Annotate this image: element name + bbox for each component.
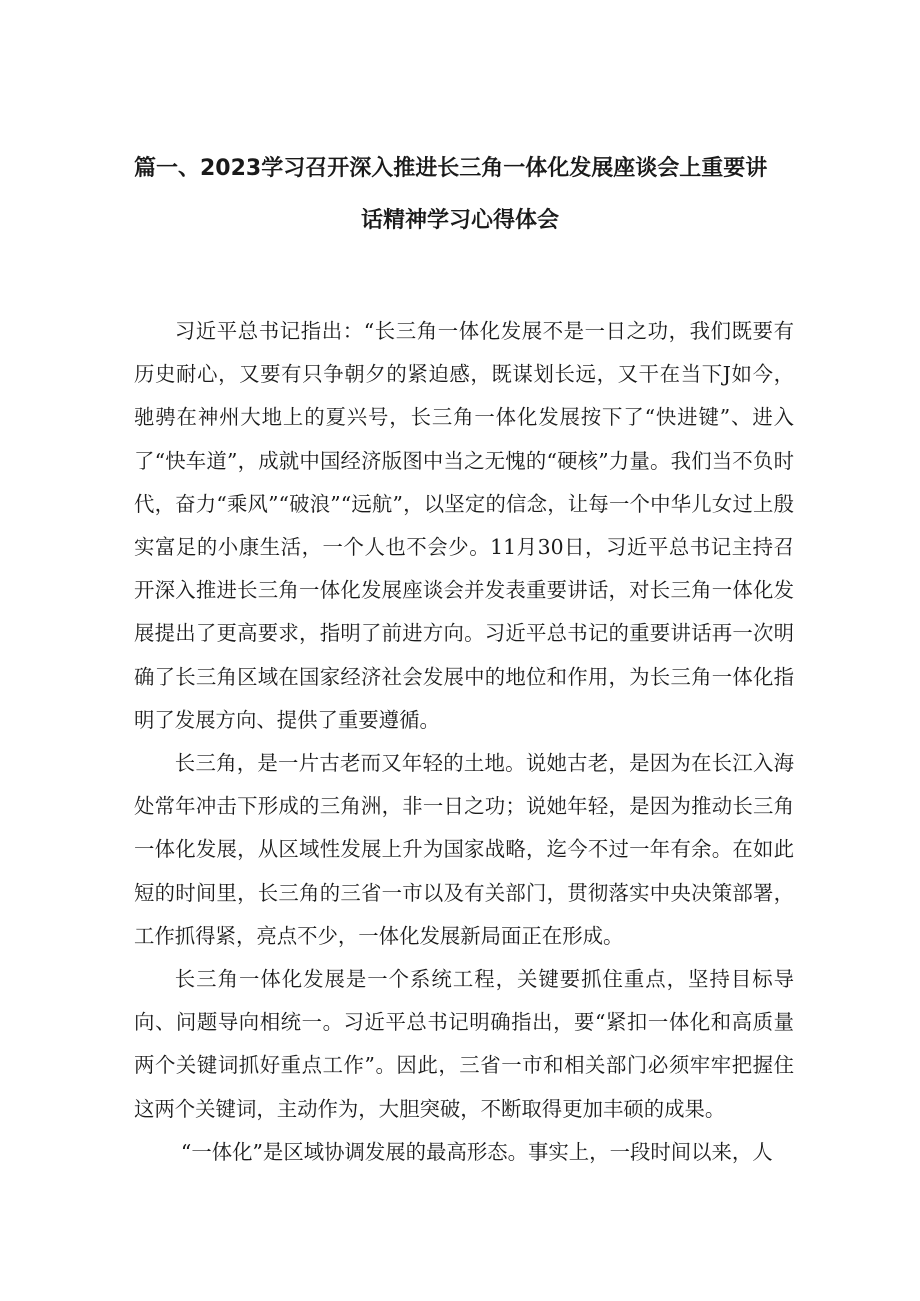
document-title-line-1: 篇一、2023学习召开深入推进长三角一体化发展座谈会上重要讲 [134,156,768,181]
paragraph: 长三角一体化发展是一个系统工程，关键要抓住重点，坚持目标导向、问题导向相统一。习近平总书记明确指出，要“紧扣一体化和高质量两个关键词抓好重点工作”。因此，三省一市和相关部门必须牢牢把握住这两个关键词，主动作为，大胆突破，不断取得更加丰硕的成果。 [134,967,794,1121]
paragraph: 习近平总书记指出：“长三角一体化发展不是一日之功，我们既要有历史耐心，又要有只争朝夕的紧迫感，既谋划长远，又干在当下J如今，驰骋在神州大地上的夏兴号，长三角一体化发展按下了“快进键”、进入了“快车道”，成就中国经济版图中当之无愧的“硬核”力量。我们当不负时代，奋力“乘风”“破浪”“远航”，以坚定的信念，让每一个中华儿女过上殷实富足的小康生活，一个人也不会少。11月30日，习近平总书记主持召开深入推进长三角一体化发展座谈会并发表重要讲话，对长三角一体化发展提出了更高要求，指明了前进方向。习近平总书记的重要讲话再一次明确了长三角区域在国家经济社会发展中的地位和作用，为长三角一体化指明了发展方向、提供了重要遵循。 [134,319,794,732]
document-title-line-2: 话精神学习心得体会 [360,208,559,233]
paragraph: “一体化”是区域协调发展的最高形态。事实上，一段时间以来，人 [180,1139,773,1164]
paragraph: 长三角，是一片古老而又年轻的土地。说她古老，是因为在长江入海处常年冲击下形成的三角洲，非一日之功；说她年轻，是因为推动长三角一体化发展，从区域性发展上升为国家战略，迄今不过一年有余。在如此短的时间里，长三角的三省一市以及有关部门，贯彻落实中央决策部署，工作抓得紧，亮点不少，一体化发展新局面正在形成。 [134,751,794,948]
document-body [134,310,794,1174]
